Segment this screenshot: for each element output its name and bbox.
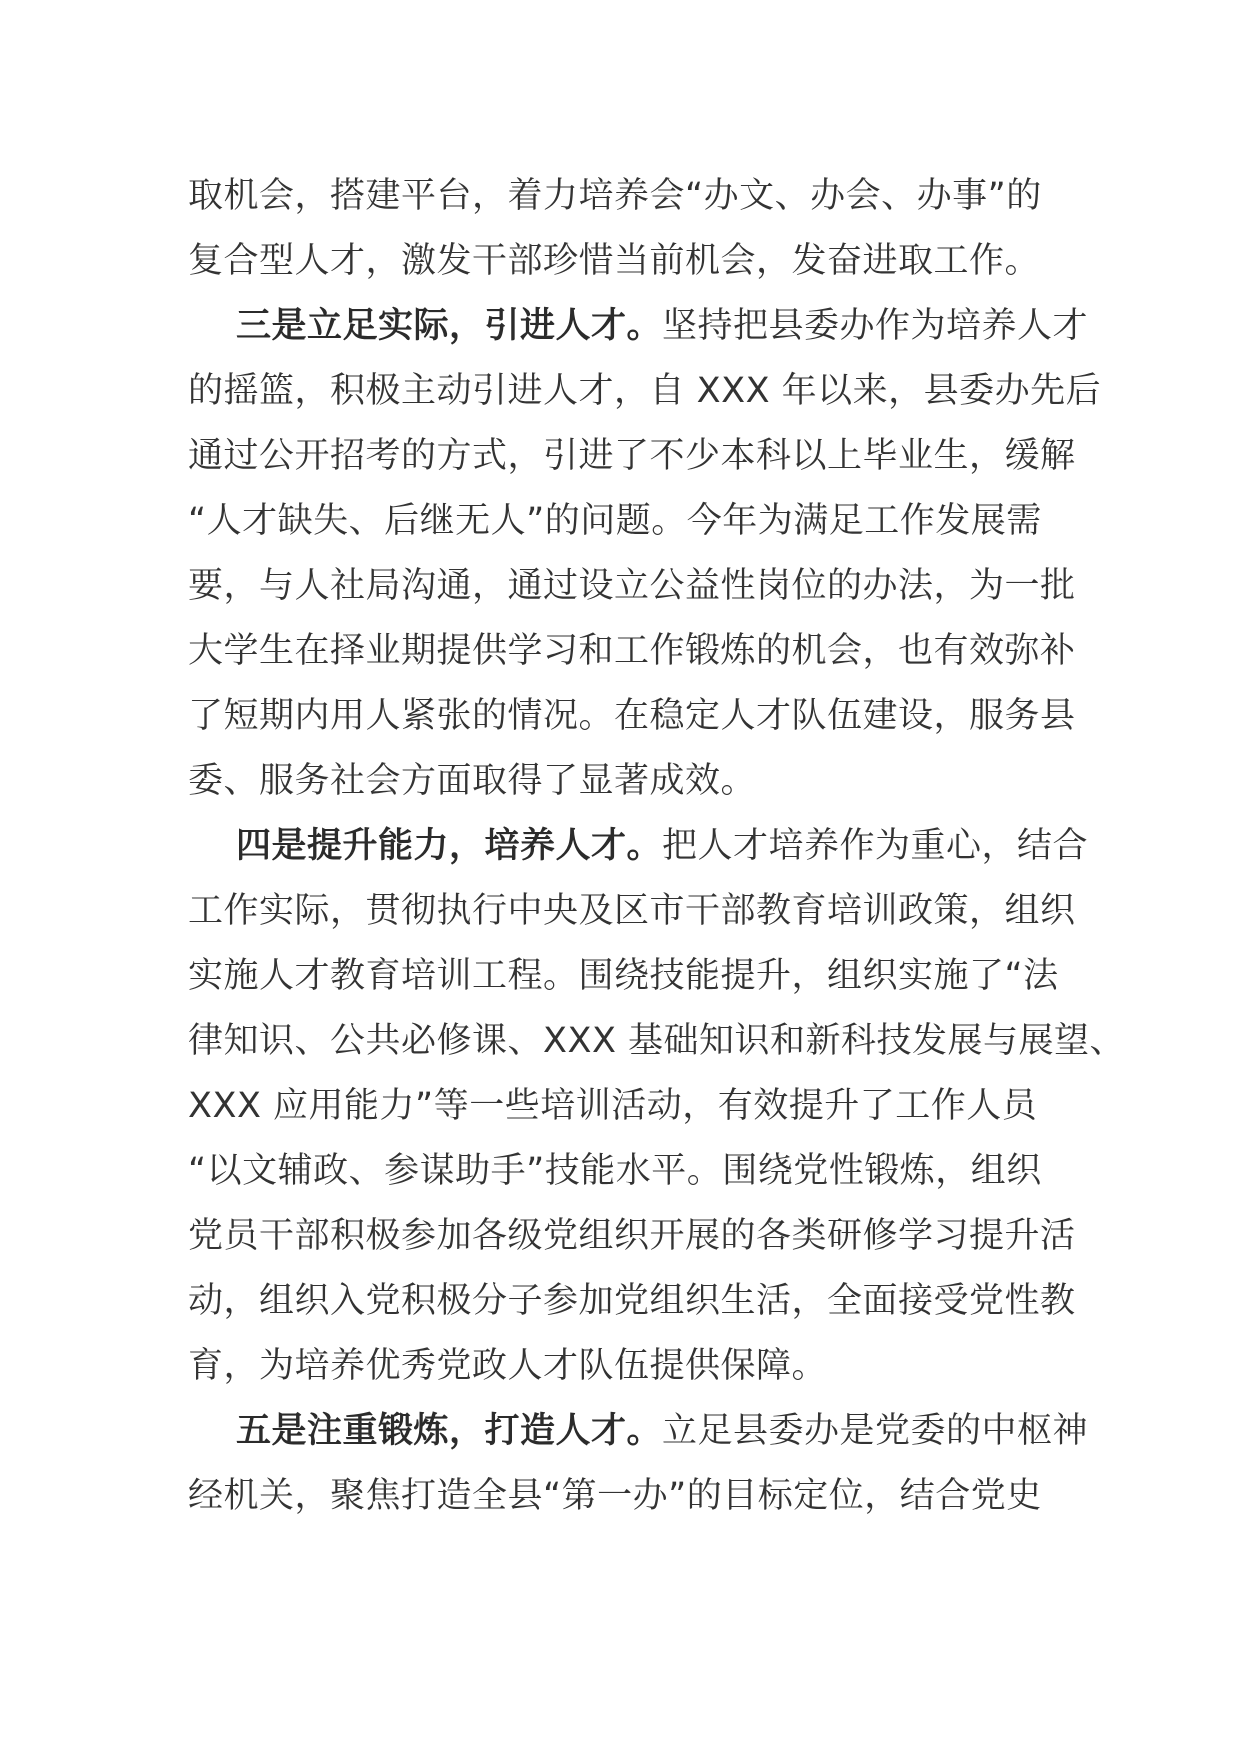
text-line: 动，组织入党积极分子参加党组织生活，全面接受党性教: [188, 1281, 1076, 1321]
paragraph-heading: 三是立足实际，引进人才。: [236, 306, 663, 346]
text-line: 的摇篮，积极主动引进人才，自 XXX 年以来，县委办先后: [188, 371, 1102, 411]
paragraph-four: [188, 814, 1126, 1399]
text-line: 取机会，搭建平台，着力培养会“办文、办会、办事”的: [188, 176, 1042, 216]
paragraph-first-line: [188, 814, 1089, 879]
paragraph-three: [188, 294, 1102, 814]
paragraph-continuation: [188, 164, 1058, 294]
document-body: [188, 164, 1126, 1529]
text-line: 要，与人社局沟通，通过设立公益性岗位的办法，为一批: [188, 566, 1076, 606]
text-line: 经机关，聚焦打造全县“第一办”的目标定位，结合党史: [188, 1476, 1042, 1516]
text-line: XXX 应用能力”等一些培训活动，有效提升了工作人员: [188, 1086, 1038, 1126]
text-segment: 坚持把县委办作为培养人才: [662, 306, 1089, 346]
text-line: 大学生在择业期提供学习和工作锻炼的机会，也有效弥补: [188, 631, 1076, 671]
text-line: 通过公开招考的方式，引进了不少本科以上毕业生，缓解: [188, 436, 1076, 476]
text-line: 复合型人才，激发干部珍惜当前机会，发奋进取工作。: [188, 241, 1041, 281]
text-line: “以文辅政、参谋助手”技能水平。围绕党性锻炼，组织: [188, 1151, 1042, 1191]
text-segment: 把人才培养作为重心，结合: [662, 826, 1089, 866]
paragraph-five: [188, 1399, 1089, 1529]
text-line: 律知识、公共必修课、XXX 基础知识和新科技发展与展望、: [188, 1021, 1126, 1061]
paragraph-heading: 四是提升能力，培养人才。: [236, 826, 663, 866]
text-line: 实施人才教育培训工程。围绕技能提升，组织实施了“法: [188, 956, 1059, 996]
text-segment: 立足县委办是党委的中枢神: [662, 1411, 1089, 1451]
text-line: 党员干部积极参加各级党组织开展的各类研修学习提升活: [188, 1216, 1076, 1256]
paragraph-first-line: [188, 1399, 1089, 1464]
text-line: 工作实际，贯彻执行中央及区市干部教育培训政策，组织: [188, 891, 1076, 931]
paragraph-first-line: [188, 294, 1089, 359]
text-line: “人才缺失、后继无人”的问题。今年为满足工作发展需: [188, 501, 1042, 541]
paragraph-heading: 五是注重锻炼，打造人才。: [236, 1411, 663, 1451]
text-line: 委、服务社会方面取得了显著成效。: [188, 761, 757, 801]
text-line: 了短期内用人紧张的情况。在稳定人才队伍建设，服务县: [188, 696, 1076, 736]
text-line: 育，为培养优秀党政人才队伍提供保障。: [188, 1346, 828, 1386]
